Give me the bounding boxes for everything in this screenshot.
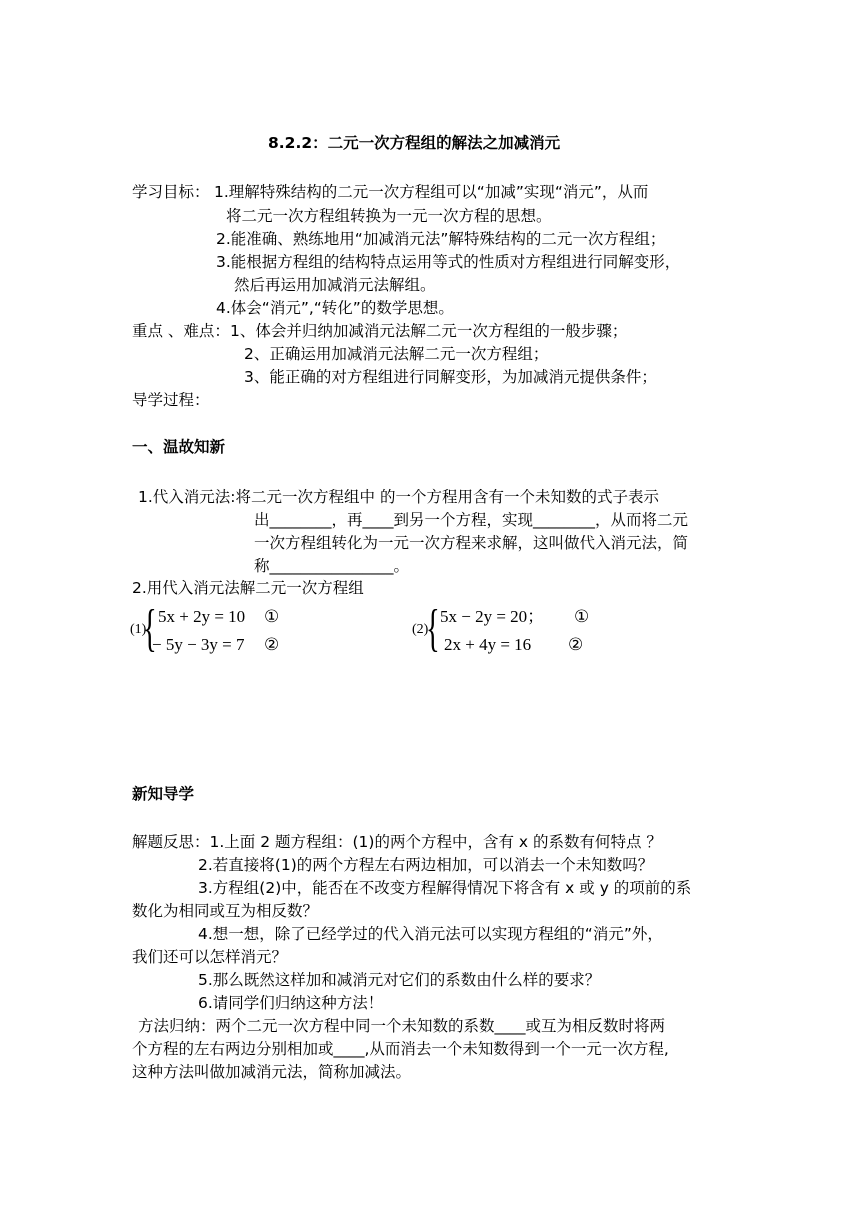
- system-2-mark1: ①: [574, 607, 590, 627]
- reflection-4a: 4.想一想，除了已经学过的代入消元法可以实现方程组的“消元”外，: [198, 925, 663, 943]
- question-2: 2.用代入消元法解二元一次方程组: [132, 579, 364, 597]
- method-summary-3: 这种方法叫做加减消元法，简称加减法。: [132, 1063, 412, 1081]
- page-title: 8.2.2：二元一次方程组的解法之加减消元: [268, 134, 561, 152]
- objective-1b: 将二元一次方程组转换为一元一次方程的思想。: [226, 207, 552, 225]
- system-1-mark2: ②: [264, 635, 280, 655]
- reflection-2: 2.若直接将(1)的两个方程左右两边相加，可以消去一个未知数吗？: [198, 856, 654, 874]
- question-1d: 称________________。: [254, 557, 410, 575]
- reflection-4b: 我们还可以怎样消元？: [132, 948, 288, 966]
- question-1c: 一次方程组转化为一元一次方程来求解，这叫做代入消元法，简: [254, 534, 689, 552]
- system-2-eq1: 5x − 2y = 20；: [440, 607, 545, 626]
- keypoint-3: 3、能正确的对方程组进行同解变形，为加减消元提供条件；: [244, 368, 657, 386]
- keypoint-2: 2、正确运用加减消元法解二元一次方程组；: [244, 345, 549, 363]
- reflection-3a: 3.方程组(2)中，能否在不改变方程解得情况下将含有 x 或 y 的项前的系: [198, 879, 692, 897]
- system-1-eq2: − 5y − 3y = 7: [152, 635, 245, 654]
- keypoint-1: 1、体会并归纳加减消元法解二元一次方程组的一般步骤；: [230, 322, 628, 340]
- reflection-3b: 数化为相同或互为相反数？: [132, 902, 319, 920]
- section1-heading: 一、温故知新: [132, 438, 226, 456]
- system-1-eq1: 5x + 2y = 10: [158, 607, 246, 626]
- method-summary-2: 个方程的左右两边分别相加或____,从而消去一个未知数得到一个一元一次方程,: [132, 1040, 669, 1058]
- reflection-1: 解题反思：1.上面 2 题方程组：(1)的两个方程中，含有 x 的系数有何特点 ？: [132, 833, 662, 851]
- system-2-label: (2): [412, 622, 429, 637]
- process-label: 导学过程：: [132, 391, 210, 409]
- objective-3a: 3.能根据方程组的结构特点运用等式的性质对方程组进行同解变形，: [216, 253, 681, 271]
- reflection-6: 6.请同学们归纳这种方法！: [198, 994, 384, 1012]
- system-2-mark2: ②: [568, 635, 584, 655]
- objective-3b: 然后再运用加减消元法解组。: [234, 276, 436, 294]
- system-2-brace: {: [426, 600, 440, 657]
- reflection-5: 5.那么既然这样加和减消元对它们的系数由什么样的要求？: [198, 971, 601, 989]
- system-1-brace: {: [143, 600, 157, 657]
- section2-heading: 新知导学: [132, 785, 195, 803]
- system-1-label: (1): [130, 622, 147, 637]
- method-summary-1: 方法归纳：两个二元一次方程中同一个未知数的系数____或互为相反数时将两: [138, 1017, 666, 1035]
- question-1a: 1.代入消元法:将二元一次方程组中 的一个方程用含有一个未知数的式子表示: [138, 488, 659, 506]
- keypoints-label: 重点 、难点：: [132, 322, 230, 340]
- objectives-label: 学习目标：: [132, 183, 210, 201]
- objective-4: 4.体会“消元”,“转化”的数学思想。: [216, 299, 454, 317]
- system-1-mark1: ①: [264, 607, 280, 627]
- question-1b: 出________，再____到另一个方程，实现________，从而将二元: [254, 511, 689, 529]
- objective-2: 2.能准确、熟练地用“加减消元法”解特殊结构的二元一次方程组；: [216, 230, 666, 248]
- objective-1a: 1.理解特殊结构的二元一次方程组可以“加减”实现“消元”，从而: [214, 183, 649, 201]
- system-2-eq2: 2x + 4y = 16: [444, 635, 532, 654]
